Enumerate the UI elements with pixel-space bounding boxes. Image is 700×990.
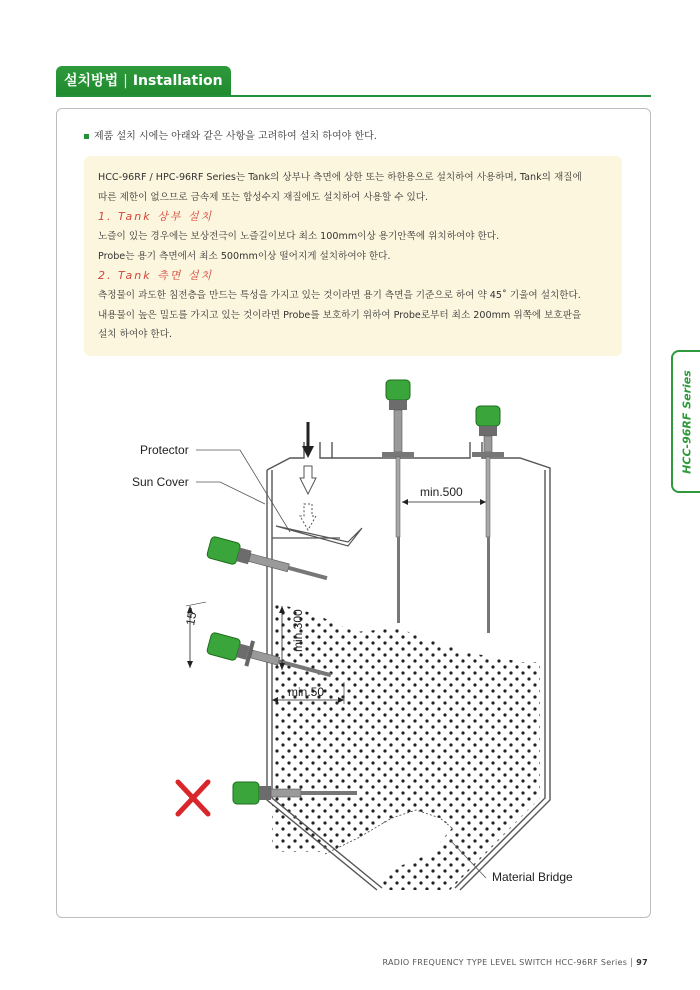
side-probe-upper [206,536,330,589]
intro-bullet [84,127,377,142]
label-min50: min.50 [288,685,325,699]
header-title-ko: 설치방법 [64,73,119,89]
label-protector: Protector [140,443,189,457]
note-intro-2: 따른 제한이 없으므로 금속제 또는 합성수지 재질에도 설치하여 사용할 수 있다. [98,191,429,203]
section2-title: 2. Tank 측면 설치 [98,269,214,282]
section2-line2: 내용물이 높은 밀도를 가지고 있는 것이라면 Probe를 보호하기 위하여 Probe로부터 최소 200mm 위쪽에 보호판을 [98,309,582,321]
series-side-tab [671,350,700,493]
label-sun-cover: Sun Cover [132,475,189,489]
label-min500: min.500 [420,485,463,499]
bullet-square-icon [84,134,89,139]
section1-title: 1. Tank 상부 설치 [98,210,214,223]
label-angle: 15° [183,606,201,627]
down-arrow-icon [300,422,316,530]
section1-line1: 노즐이 있는 경우에는 보상전극이 노즐길이보다 최소 100mm이상 용기안쪽에 위치하여야 한다. [98,231,500,242]
label-material-bridge: Material Bridge [492,870,573,884]
section-header [56,66,231,96]
note-intro-1: HCC-96RF / HPC-96RF Series는 Tank의 상부나 측면에 상한 또는 하한용으로 설치하여 사용하며, Tank의 재질에 [98,172,582,183]
label-min300: min.300 [291,609,305,652]
page-number: 97 [631,958,648,967]
sun-cover [272,526,362,546]
intro-bullet-text: 제품 설치 시에는 아래와 같은 사항을 고려하여 설치 하여야 한다. [94,131,377,142]
header-rule [56,95,651,97]
section2-line3: 설치 하여야 한다. [98,329,173,340]
header-title-en: Installation [132,73,223,89]
footer-text: RADIO FREQUENCY TYPE LEVEL SWITCH HCC-96RF Series [382,958,628,967]
header-separator: | [123,73,128,89]
page-footer [383,958,649,967]
section1-line2: Probe는 용기 측면에서 최소 500mm이상 떨어지게 설치하여야 한다. [98,250,391,262]
incorrect-cross-icon [178,782,208,814]
top-probe-left [382,380,414,623]
section2-line1: 측정물이 과도한 침전층을 만드는 특성을 가지고 있는 것이라면 용기 측면을 기준으로 하여 약 45˚ 기울여 설치한다. [98,290,581,301]
top-probe-right [472,406,504,633]
installation-diagram [100,370,620,900]
installation-notes [84,156,622,356]
series-side-tab-label: HCC-96RF Series [680,369,693,474]
